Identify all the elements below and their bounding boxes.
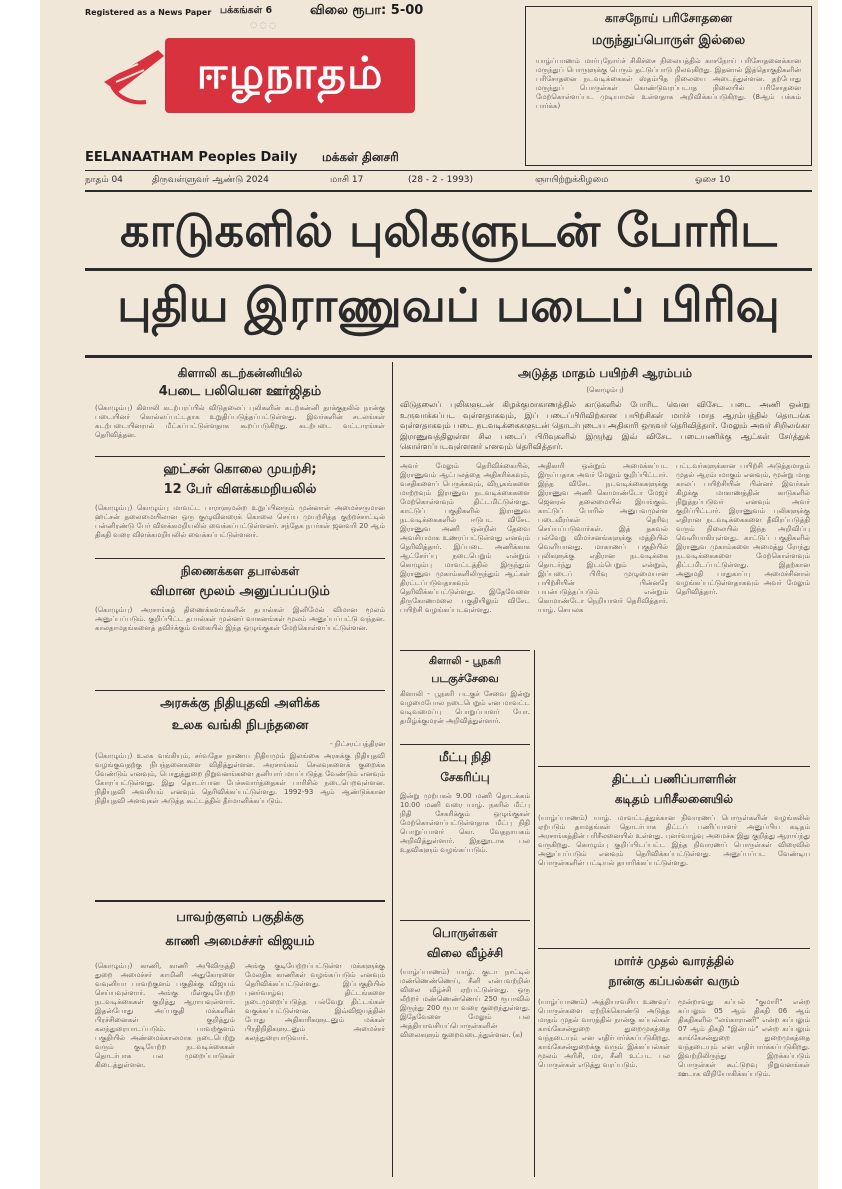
issue-serial: ஓசை 10 [695, 175, 731, 185]
story-8-title-1: திட்டப் பணிப்பாளரின் [611, 772, 737, 786]
divider [538, 766, 810, 767]
story-4-title-1: அரசுக்கு நிதியுதவி அளிக்க [160, 696, 320, 711]
divider [538, 948, 810, 949]
tamil-month: மாசி 17 [330, 175, 364, 185]
lead-body-1: அவர் மேலும் தெரிவிக்கையில், இராணுவம் ஆட்பலத்தை அதிகரிக்கவும், வசதிகளைப் பெருக்கவும், வியூகங்களை மாற்றவும் இராணுவ நடவடிக்கைகளை மேற்கொள்ளவும் திட்டமிட்டுள்ளது. காட்டுப் பகுதிகளில் இராணுவ நடவடிக்கைகளில் ஈடுபட விசேட இராணுவ அணி ஒன்றின் தேவை அவசியமாக உணரப்பட்டுள்ளது எனவும் தெரிவித்தார். இப்படை அணிக்காக ஆட்சேர்ப்பு நடைபெறும் என்றும் கொழும்பு மாவட்டத்தில் இருந்தும் இராணுவ முகாம்களிலிருந்தும் ஆட்கள் திரட்டப்படுவதாகவும் தெரிவிக்கப்பட்டுள்ளது. இதேவேளை திருகோணமலை பகுதியிலும் விசேட பயிற்சி வழங்கப்படவுள்ளது. [400, 462, 530, 614]
story-6-title-2: சேகரிப்பு [440, 770, 490, 784]
horn-logo-icon [98, 42, 170, 114]
story-6-body: இன்று முற்பகல் 9.00 மணி தொடக்கம் 10.00 மணி வரை யாழ். நகரில் மீட்பு நிதி சேகரிக்கும் ஒழுங்குகள் மேற்கொள்ளப்பட்டுள்ளதாக மீட்பு நிதி பொறுப்பாளர் கொ. வேதநாயகம் அறிவித்துள்ளார். இதனூடாக பல உதவிகளும் வழங்கப்படும். [400, 792, 530, 854]
divider [400, 650, 530, 651]
divider [85, 190, 812, 192]
library-stamp: ◌ ◌ ◌ [250, 20, 277, 30]
column-rule [392, 362, 393, 1177]
story-7-title-2: விலை வீழ்ச்சி [426, 946, 504, 960]
story-8-body: (யாழ்ப்பாணம்) யாழ். மாவட்டத்துக்கான நிவாரணப் பொருள்களின் வழங்கலில் ஏற்படும் தாமதங்கள் தொடர்பாக திட்டப் பணிப்பாளர் அனுப்பிய கடிதம் அரசாங்கத்தின் பரிசீலனையில் உள்ளது. புனர்வாழ்வு அமைச்சு இது குறித்து ஆராய்ந்து வருகிறது. கொழும்பு குறிப்பிடப்பட்ட இந்த நிவாரணப் பொருள்கள் விரைவில் அனுப்பப்படும் எனவும் தெரிவிக்கப்பட்டுள்ளது. அனுப்பப்பட வேண்டிய பொருள்களின் பட்டியல் தயாரிக்கப்பட்டுள்ளது. [538, 814, 810, 867]
story-1-title-1: கிளாலி கடற்கன்னியில் [177, 366, 303, 380]
lead-body-3: பட்டவர்களுக்கான பயிற்சி அடுத்தமாதம் முதல் ஆரம்பமாகும் எனவும், மூன்று மாத காலப் பயிற்சியின் பின்னர் இவர்கள் கிழக்கு மாகாணத்தின் காடுகளில் நிறுத்தப்படுவர் எனவும் அவர் குறிப்பிட்டார். இராணுவம் புலிகளுக்கு எதிரான நடவடிக்கைகளை தீவிரப்படுத்தி வரும் நிலையில் இந்த அறிவிப்பு வெளியாகியுள்ளது. காட்டுப் பகுதிகளில் இராணுவ முகாம்களை அமைத்து ரோந்து நடவடிக்கைகளை மேற்கொள்ளவும் திட்டமிடப்பட்டுள்ளது. இதற்கான அனுமதி பாதுகாப்பு அமைச்சினால் வழங்கப்பட்டுள்ளதாகவும் அவர் மேலும் தெரிவித்தார். [676, 462, 810, 596]
divider [95, 900, 385, 902]
story-4-title-2: உலக வங்கி நிபந்தனை [171, 718, 309, 733]
story-3-body: (கொழும்பு) அரசாங்கத் திணைக்களங்களின் தபால்கள் இனிமேல் விமான மூலம் அனுப்பப்படும். குறிப்பிட்ட தபால்கள் முன்னர் வாகனங்கள் மூலம் அனுப்பப்பட்டு வந்தன. காலதாமதங்களைத் தவிர்க்கும் வகையில் இந்த ஒழுங்குகள் மேற்கொள்ளப்பட்டுள்ளன. [95, 606, 385, 632]
divider [400, 744, 530, 745]
divider [400, 456, 810, 457]
divider [85, 268, 812, 271]
divider [85, 170, 812, 171]
story-4-body: (கொழும்பு) உலக வங்கியும், சர்வதேச நாணய நிதியமும் இலங்கை அரசுக்கு நிதியுதவி வழங்குவதற்கு நிபந்தனைகளை விதித்துள்ளன. அரசாங்கம் செலவுகளைக் குறைக்க வேண்டும் எனவும், பொதுத்துறை நிறுவனங்களை தனியார் மயப்படுத்த வேண்டும் எனவும் கோரப்பட்டுள்ளது. இது தொடர்பான பேச்சுவார்த்தைகள் பாரிசில் நடைபெறவுள்ளன. நிதியுதவி அவசியம் எனவும் தெரிவிக்கப்பட்டுள்ளது. 1992-93 ஆம் ஆண்டுக்கான நிதியுதவி அளவுகள் அடுத்த கூட்டத்தில் தீர்மானிக்கப்படும். [95, 752, 385, 805]
story-1-body: (கொழும்பு) கிளாலி கடற்பரப்பில் விடுதலைப் புலிகளின் கடற்கன்னி தாக்குதலில் நான்கு படையினர் கொல்லப்பட்டதாக உறுதிப்படுத்தப்பட்டுள்ளது. இவர்களின் சடலங்கள் கடற்படையினரால் மீட்கப்பட்டுள்ளதாக கூறப்படுகிறது. கடற்படை வட்டாரங்கள் தெரிவித்தன. [95, 404, 385, 439]
bottom-story-title-1: பாவற்குளம் பகுதிக்கு [176, 910, 304, 925]
story-7-body: (யாழ்ப்பாணம்) யாழ். குடா நாட்டில் மண்ணெண்ணெய், சீனி என்பவற்றின் விலை வீழ்ச்சி ஏற்பட்டுள்ளது. ஒரு லீற்றர் மண்ணெண்ணெய் 250 ரூபாவில் இருந்து 200 ரூபா வரை குறைந்துள்ளது. இதேவேளை மேலும் பல அத்தியாவசியப்பொருள்களின் விலைகளும் குறைவடைந்துள்ளன. (க) [400, 968, 530, 1039]
bottom-story-title-2: காணி அமைச்சர் விஜயம் [165, 934, 315, 949]
divider [85, 355, 812, 358]
story-7-title-1: பொருள்கள் [432, 926, 498, 940]
story-8-title-2: கடிதம் பரிசீலனையில் [614, 792, 734, 806]
story-9-title-1: மார்ச் முதல் வாரத்தில் [614, 954, 734, 968]
bottom-story-body-2: அங்கு குடியேற்றப்பட்டுள்ள மக்களுக்கு மேலதிக காணிகள் வழங்கப்படும் எனவும் தெரிவிக்கப்பட்டுள்ளது. இப்பகுதியில் புனர்வாழ்வு திட்டங்களை நடைமுறைப்படுத்த பல்வேறு திட்டங்கள் வகுக்கப்பட்டுள்ளன. இவ்விஜயத்தின் போது அதிகாரிகளுடனும் மக்கள் பிரதிநிதிகளுடனும் அமைச்சர் கலந்துரையாடுவார். [245, 962, 385, 1042]
issue-number: நாதம் 04 [85, 175, 123, 185]
pages-count: பக்கங்கள் 6 [220, 5, 273, 16]
weekday: ஞாயிற்றுக்கிழமை [535, 175, 609, 185]
lead-body-2: அதிகாரி ஒன்றும் அமைக்கப்பட இருப்பதாக அவர் மேலும் குறிப்பிட்டார். இந்த விசேட நடவடிக்கைகளுக்கு இராணுவ அணி கொமாண்டோ மேஜர் ஜெனரல் தலைமையில் இயங்கும். காட்டுப் போரில் அனுபவமுள்ள படைவீரர்கள் தெரிவு செய்யப்படுவார்கள். இத் தகவல் பல்வேறு விமர்சனங்களுக்கு மத்தியில் வெளியானது. மாகாணப் பகுதியில் புலிகளுக்கு எதிரான நடவடிக்கை தொடர்ந்து இடம்பெறும் என்றும், இப்படைப் பிரிவு முழுமையான பயிற்சியின் பின்னரே பயன்படுத்தப்படும் என்றும் கொமாண்டோ நெறியாளர் தெரிவித்தார். யாழ். செயலக [538, 462, 668, 614]
date: (28 - 2 - 1993) [408, 175, 474, 185]
box-title-2: மருந்துப்பொருள் இல்லை [591, 33, 746, 48]
headline-line-1: காடுகளில் புலிகளுடன் போரிட [120, 203, 777, 257]
story-6-title-1: மீட்பு நிதி [438, 750, 492, 764]
logo-text: ஈழநாதம் [196, 48, 384, 99]
divider [95, 690, 385, 691]
lead-subhead: அடுத்த மாதம் பயிற்சி ஆரம்பம் [517, 366, 693, 380]
box-body: யாழ்ப்பாணம் மார்புநோய்ச் சிகிச்சை நிலையத்தில் காசநோய் பரிசோதனைக்கான மருந்துப் பொருளுக்கு பெரும் தட்டுப்பாடு நிலவுகிறது. இதனால் இத்தொகுதிகளின் பரிசோதனை நடவடிக்கைகள் ஸ்தம்பித நிலையை அடைந்துள்ளன. தற்போது மருந்துப் பொருள்கள் கொண்டுவரப்படாத நிலையில் பரிசோதனை மேற்கொள்ளப்பட முடியாமல் உள்ளதாக அறிவிக்கப்படுகிறது. (8ஆம் பக்கம் பார்க்க) [536, 57, 801, 110]
story-9-body-1: (யாழ்ப்பாணம்) அத்தியாவசிய உணவுப் பொருள்களை ஏற்றிக்கொண்டு அடுத்த மாதம் முதல் வாரத்தில் நான்கு கப்பல்கள் காங்கேசன்துறை துறைமுகத்தை வந்தடையும் என எதிர்பார்க்கப்படுகிறது. காங்கேசன்துறைக்கு வரும் இக்கப்பல்கள் மூலம் அரிசி, மா, சீனி உட்பட பல பொருள்கள் எடுத்து வரப்படும். [538, 998, 670, 1069]
column-rule [534, 650, 535, 1177]
masthead-logo [165, 38, 415, 113]
story-9-title-2: நான்கு கப்பல்கள் வரும் [608, 974, 740, 988]
story-4-byline: - நிட்சரட்பத்திரன [329, 740, 385, 748]
headline-line-2: புதிய இராணுவப் படைப் பிரிவு [117, 278, 780, 332]
story-2-body: (கொழும்பு) கொழும்பு மாவட்ட பாராளுமன்ற உறுப்பினரும் முன்னாள் அமைச்சருமான ஹட்சன் தலைமையிலான ஒரு குழுவினரைக் கொலை செய்ய முயற்சித்த குற்றச்சாட்டில் பன்னிரண்டு பேர் விளக்கமறியலில் வைக்கப்பட்டுள்ளனர். சந்தேக நபர்கள் ஜனவரி 20 ஆம் திகதி வரை விளக்கமறியலில் வைக்கப்பட்டுள்ளனர். [95, 504, 385, 539]
story-1-title-2: 4படை பலியென ஊர்ஜிதம் [158, 384, 322, 399]
english-name: EELANAATHAM Peoples Daily [85, 150, 298, 165]
story-3-title-2: விமான மூலம் அனுப்பப்படும் [150, 584, 330, 599]
tamil-year: திருவள்ளுவர் ஆண்டு 2024 [152, 175, 269, 185]
story-9-body-2: மூன்றாவது கப்பல் "குமாரி" என்ற கப்பலும் 05 ஆம் திகதி 06 ஆம் திகதிகளில் "லங்காராணி" என்ற கப்பலும் 07 ஆம் திகதி "இன்பம்" என்ற கப்பலும் காங்கேசன்துறை துறைமுகத்தை வந்தடையும் என எதிர்பார்க்கப்படுகிறது. இவற்றிலிருந்து இறக்கப்படும் பொருள்கள் கூட்டுறவு நிறுவனங்கள் ஊடாக விநியோகிக்கப்படும். [678, 998, 810, 1078]
divider [95, 558, 385, 559]
story-5-body: கிளாலி - பூநகரி படகுச் சேவை இன்று வழமைபோல நடைபெறும் என மாவட்ட வடிவமைப்பு பொறுப்பாளர் யோ. தமிழ்க்குமரன் அறிவித்துள்ளார். [400, 690, 530, 725]
lead-dateline: (கொழும்பு) [586, 386, 624, 394]
registered-note: Registered as a News Paper [85, 8, 212, 17]
story-2-title-1: ஹட்சன் கொலை முயற்சி; [163, 462, 317, 477]
lead-intro: விடுதலைப் புலிகளுடன் கிழக்குமாகாணத்தில் காடுகளில் போரிட வென விசேட படை அணி ஒன்று உருவாக்கப்பட வுள்ளதாகவும், இப் படைப்பிரிவிற்கான பயிற்சிகள் மார்ச் மாத ஆரம்பத்தில் தொடங்க வுள்ளதாகவும் படை நடவடிக்கைகளுடன் தொடர்புடைய அதிகாரி ஒருவர் தெரிவித்தார். மேலும் அவர் சிறிலங்கா இராணுவத்திலுள்ள சில படைப் பிரிவுகளில் இருந்து இவ் விசேட படையணிக்கு ஆட்கள் சேர்த்துக் கொள்ளப்படவுள்ளனர் எனவும் தெரிவித்தார். [400, 400, 810, 451]
story-2-title-2: 12 பேர் விளக்கமறியலில் [163, 482, 317, 497]
story-5-title-1: கிளாலி - பூநகரி [428, 656, 502, 667]
bottom-story-body-1: (கொழும்பு) காணி, காணி அபிவிருத்தி துறை அமைச்சர் காமினி அதுகோரளை வவுனியா பாவற்குளம் பகுதிக்கு விஜயம் செய்யவுள்ளார். அங்கு மீள்குடியேற்ற நடவடிக்கைகள் குறித்து ஆராயவுள்ளார். இதன்போது அப்பகுதி மக்களின் பிரச்சினைகள் குறித்தும் கலந்துரையாடப்படும். பாவற்குளம் பகுதியில் அண்மைக்காலமாக நடைபெற்று வரும் குடியேற்ற நடவடிக்கைகள் தொடர்பாக பல முறைப்பாடுகள் கிடைத்துள்ளன. [95, 962, 235, 1069]
newspaper-page [40, 0, 818, 1189]
tamil-tagline: மக்கள் தினசரி [322, 150, 399, 164]
top-right-box [525, 6, 812, 166]
story-3-title-1: நிணைக்கள தபால்கள் [180, 564, 300, 578]
divider [95, 456, 385, 457]
story-5-title-2: படகுச்சேவை [431, 672, 499, 685]
box-title-1: காசநோய் பரிசோதனை [604, 11, 733, 25]
price-label: விலை ரூபா: 5-00 [310, 3, 424, 18]
divider [400, 920, 530, 921]
